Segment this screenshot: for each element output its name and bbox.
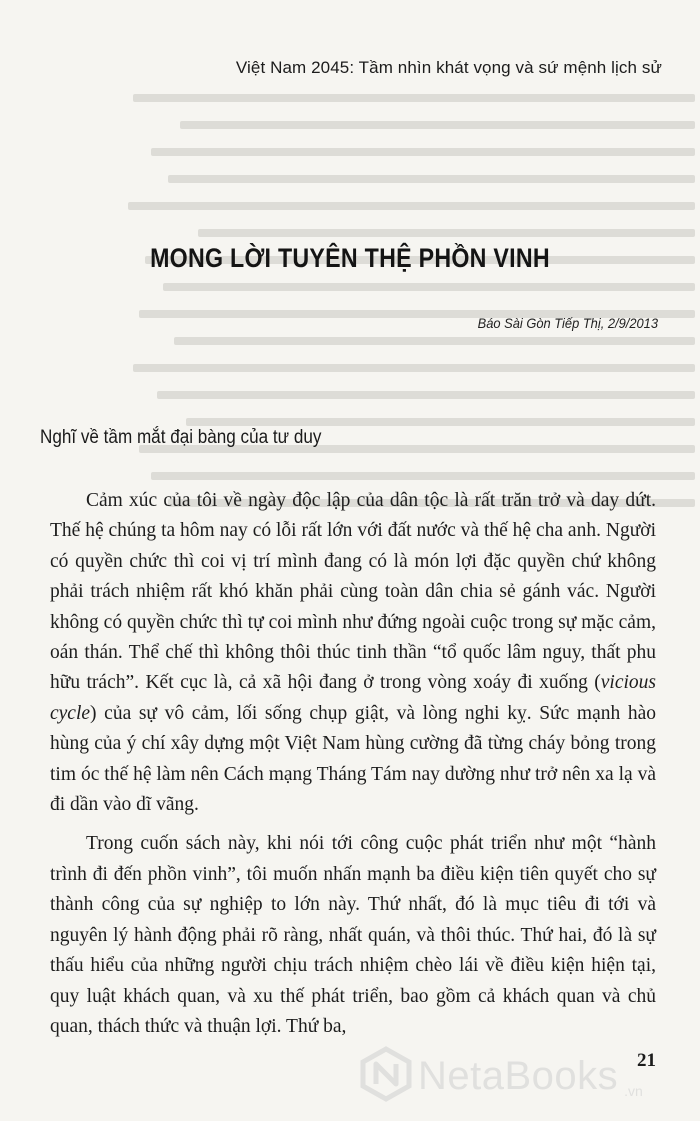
paragraph-2: Trong cuốn sách này, khi nói tới công cuộc phát triển như một “hành trình đi đến phồn vinh”, tôi muốn nhấn mạnh ba điều kiện tiên quyết cho sự thành công của sự nghiệp to lớn này. Thứ nhất, đó là mục tiêu đi tới và nguyên lý hành động phải rõ ràng, nhất quán, và thôi thúc. Thứ hai, đó là sự thấu hiểu của những người chịu trách nhiệm chèo lái về điều kiện hiện tại, quy luật khách quan, và xu thế phát triển, bao gồm cả khách quan và chủ quan, thách thức và thuận lợi. Thứ ba,	[50, 833, 656, 1037]
paragraph-1-text-a: Cảm xúc của tôi về ngày độc lập của dân tộc là rất trăn trở và day dứt. Thế hệ chúng ta hôm nay có lỗi rất lớn với đất nước và thế hệ cha anh. Người có quyền chức thì coi vị trí mình đang có là món lợi đặc quyền chứ không phải trách nhiệm rất khó khăn phải cùng toàn dân chia sẻ gánh vác. Người không có quyền chức thì tự coi mình như đứng ngoài cuộc trong sự mặc cảm, oán thán. Thể chế thì không thôi thúc tinh thần “tổ quốc lâm nguy, thất phu hữu trách”. Kết cục là, cả xã hội đang ở trong vòng xoáy đi xuống (	[50, 490, 656, 694]
watermark	[360, 1046, 643, 1107]
paragraph-1-term: vicious cycle	[50, 672, 656, 724]
show-through-text	[110, 88, 695, 518]
running-header: Việt Nam 2045: Tầm nhìn khát vọng và sứ mệnh lịch sử	[235, 58, 662, 77]
chapter-title: MONG LỜI TUYÊN THỆ PHỒN VINH	[150, 243, 550, 273]
page-number: 21	[637, 1050, 656, 1071]
source-citation: Báo Sài Gòn Tiếp Thị, 2/9/2013	[477, 315, 658, 331]
paragraph-1-text-b: ) của sự vô cảm, lối sống chụp giật, và lòng nghi kỵ. Sức mạnh hào hùng của ý chí xây dựng một Việt Nam hùng cường đã từng cháy bỏng trong tim óc thế hệ làm nên Cách mạng Tháng Tám nay dường như trở nên xa lạ và đi dần vào dĩ vãng.	[50, 702, 656, 816]
body-text	[50, 486, 656, 1051]
paragraph-1	[50, 486, 656, 820]
watermark-brand: NetaBooks	[418, 1054, 619, 1098]
section-heading: Nghĩ về tầm mắt đại bàng của tư duy	[40, 427, 322, 448]
netabooks-logo-icon	[360, 1046, 412, 1107]
watermark-suffix: .vn	[624, 1083, 643, 1099]
